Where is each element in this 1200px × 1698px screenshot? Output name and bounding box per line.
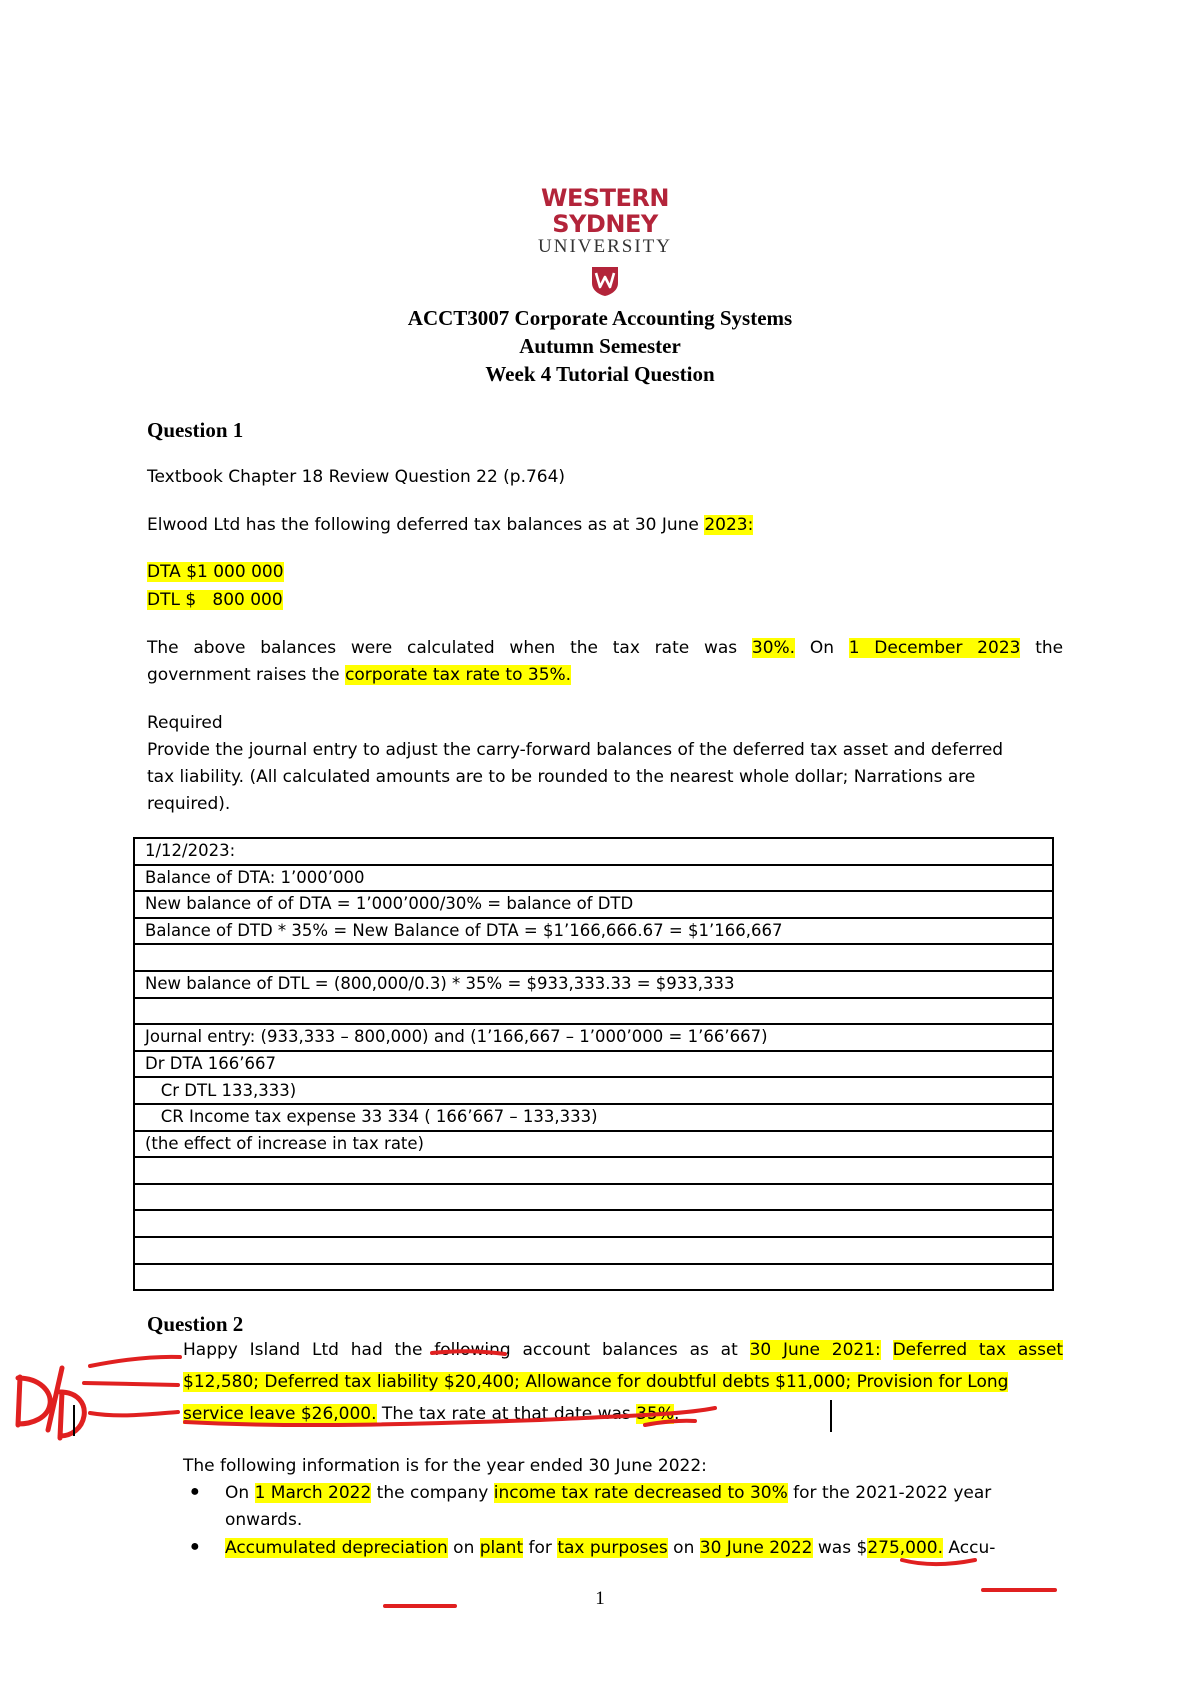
q1-paragraph-word: balances <box>260 638 337 658</box>
q1-required-line-1: Provide the journal entry to adjust the carry-forward balances of the deferred tax asset and deferred <box>147 740 1004 760</box>
q1-paragraph-word: the <box>570 638 598 658</box>
q2-line-1-word: following <box>434 1340 511 1360</box>
table-cell: New balance of DTL = (800,000/0.3) * 35% = $933,333.33 = $933,333 <box>134 971 1053 998</box>
margin-underline-2 <box>84 1383 178 1385</box>
semester-title: Autumn Semester <box>519 334 681 358</box>
q1-paragraph-word: rate <box>654 638 690 658</box>
q2-line-1-word: the <box>394 1340 423 1360</box>
q1-paragraph-word: 1 December 2023 <box>848 638 1021 658</box>
q2-bullet-2-segment: Accu- <box>943 1538 996 1558</box>
q1-paragraph-word: when <box>509 638 556 658</box>
q2-bullet-2-segment: plant <box>479 1538 524 1558</box>
q2-line-3-end: . <box>673 1404 680 1424</box>
q1-intro-year: 2023: <box>704 515 754 535</box>
q2-tax-rate: 35% <box>636 1404 674 1424</box>
q2-bullet-2-segment: 275,000. <box>867 1538 944 1558</box>
q1-paragraph-word: calculated <box>407 638 495 658</box>
q2-bullet-2-segment: tax purposes <box>557 1538 668 1558</box>
q1-required-line-2: tax liability. (All calculated amounts are to be rounded to the nearest whole dollar; Narrations are <box>147 767 976 787</box>
table-cell: 1/12/2023: <box>134 838 1053 865</box>
table-cell: Dr DTA 166’667 <box>134 1051 1053 1078</box>
q2-bullet-2-segment: for <box>523 1538 558 1558</box>
underline-following <box>432 1351 505 1354</box>
q1-required-line-3: required). <box>147 794 231 814</box>
q2-bullet-2-segment: on <box>667 1538 700 1558</box>
q2-line-1-word: at <box>720 1340 738 1360</box>
q1-paragraph-word: above <box>193 638 246 658</box>
q2-line-2-text: $12,580; Deferred tax liability $20,400; Allowance for doubtful debts $11,000; Provision for Long <box>183 1372 1009 1392</box>
q2-b1-rate: income tax rate decreased to 30% <box>493 1483 788 1503</box>
q2-line-1-word: Ltd <box>312 1340 339 1360</box>
q1-intro-text: Elwood Ltd has the following deferred tax balances as at 30 June <box>147 515 705 535</box>
q2-line-1-word: account <box>522 1340 591 1360</box>
table-cell: (the effect of increase in tax rate) <box>134 1131 1053 1158</box>
q2-b1-c: the company <box>371 1483 494 1503</box>
q1-para2-highlight: corporate tax rate to 35%. <box>345 665 572 685</box>
course-title: ACCT3007 Corporate Accounting Systems <box>407 306 793 330</box>
table-cell: Cr DTL 133,333) <box>134 1077 1053 1104</box>
table-cell: New balance of of DTA = 1’000’000/30% = balance of DTD <box>134 891 1053 918</box>
handwritten-d-2 <box>60 1392 84 1438</box>
q1-dtl-text: DTL $ 800 000 <box>147 590 283 610</box>
underline-275 <box>902 1560 975 1564</box>
week-title: Week 4 Tutorial Question <box>485 362 715 386</box>
margin-underline-3 <box>90 1412 178 1415</box>
handwriting-text: D/D <box>70 1455 74 1457</box>
q1-paragraph-word: 30%. <box>751 638 796 658</box>
q2-bullet-1-cont: onwards. <box>225 1510 303 1530</box>
q2-line-1-word: Happy <box>183 1340 238 1360</box>
q2-bullet-2-segment: Accumulated depreciation <box>225 1538 448 1558</box>
q1-required-label: Required <box>147 713 223 733</box>
table-cell: Balance of DTA: 1’000’000 <box>134 865 1053 892</box>
q2-b1-a: On <box>225 1483 255 1503</box>
margin-underline-1 <box>90 1357 180 1366</box>
question-1-heading: Question 1 <box>147 418 244 442</box>
q2-line-3-text: The tax rate at that date was <box>376 1404 637 1424</box>
logo-brand: WESTERN SYDNEY <box>541 184 669 238</box>
q2-line-1-word: as <box>689 1340 709 1360</box>
q1-reference: Textbook Chapter 18 Review Question 22 (p.764) <box>147 467 566 487</box>
logo-subtitle: UNIVERSITY <box>538 236 672 257</box>
q2-b1-date: 1 March 2022 <box>254 1483 372 1503</box>
q1-para2-text: government raises the <box>147 665 346 685</box>
q2-line-1-word: Deferred tax asset <box>892 1340 1064 1360</box>
handwritten-d-1 <box>18 1377 50 1425</box>
q2-line-1-word: balances <box>602 1340 678 1360</box>
q2-bullet-2-segment: on <box>447 1538 480 1558</box>
q2-bullet-2-segment: was $ <box>812 1538 868 1558</box>
table-cell: Journal entry: (933,333 – 800,000) and (1’166,667 – 1’000’000 = 1’66’667) <box>134 1024 1053 1051</box>
q2-line-3-highlight: service leave $26,000. <box>183 1404 377 1424</box>
bullet-icon: ● <box>190 1538 200 1555</box>
q2-b1-e: for the 2021-2022 year <box>787 1483 992 1503</box>
q2-line-1-word: 30 June 2021: <box>749 1340 881 1360</box>
bullet-icon: ● <box>190 1483 200 1500</box>
q1-paragraph-word: the <box>1035 638 1064 658</box>
q1-paragraph-word: On <box>809 638 834 658</box>
q2-line-1-word: had <box>350 1340 383 1360</box>
table-cell: CR Income tax expense 33 334 ( 166’667 – 133,333) <box>134 1104 1053 1131</box>
q2-following: The following information is for the year ended 30 June 2022: <box>183 1456 707 1476</box>
question-2-heading: Question 2 <box>147 1312 244 1336</box>
q2-line-1-word: Island <box>249 1340 301 1360</box>
q1-paragraph-word: was <box>703 638 738 658</box>
q1-paragraph-word: The <box>147 638 179 658</box>
q1-paragraph-word: tax <box>612 638 640 658</box>
underline-rate <box>645 1421 695 1425</box>
q1-dta-text: DTA $1 000 000 <box>147 562 284 582</box>
q1-paragraph-word: were <box>350 638 393 658</box>
q2-bullet-2-segment: 30 June 2022 <box>699 1538 813 1558</box>
table-cell: Balance of DTD * 35% = New Balance of DTA = $1’166,666.67 = $1’166,667 <box>134 918 1053 945</box>
underline-sentence <box>185 1408 715 1425</box>
page-number: 1 <box>595 1588 605 1609</box>
